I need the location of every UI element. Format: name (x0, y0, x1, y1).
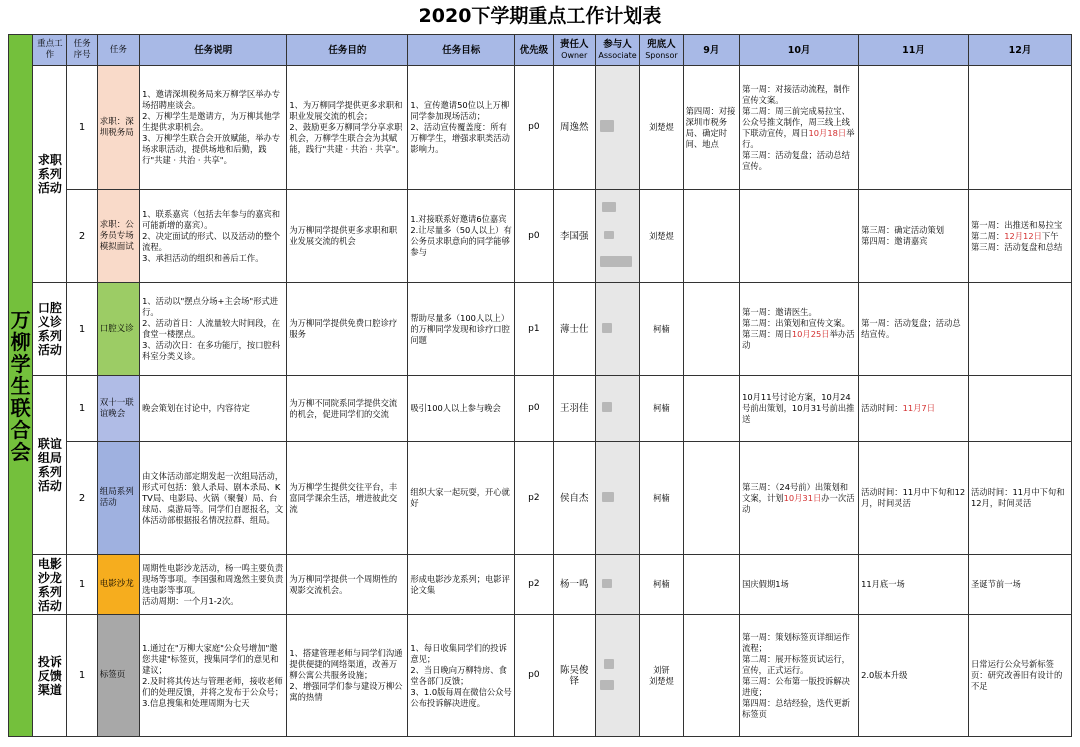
oct-plan (740, 190, 859, 283)
dec-plan: 圣诞节前一场 (969, 555, 1072, 615)
header-sep: 9月 (683, 35, 739, 66)
owner: 李国强 (553, 190, 595, 283)
nov-plan (859, 66, 969, 190)
task-number: 1 (67, 615, 97, 737)
task-goal: 1、宣传邀请50位以上万柳同学参加现场活动； 2、活动宣传覆盖度：所有万柳学生，增强求职类活动影响力。 (408, 66, 515, 190)
oct-plan: 国庆假期1场 (740, 555, 859, 615)
task-goal: 1.对接联系好邀请6位嘉宾 2.让尽量多（50人以上）有公务员求职意向的同学能够参与 (408, 190, 515, 283)
priority: p0 (515, 615, 553, 737)
owner: 杨一鸣 (553, 555, 595, 615)
task-goal: 组织大家一起玩耍，开心就好 (408, 442, 515, 555)
table-row (9, 66, 1072, 190)
sep-plan (683, 190, 739, 283)
table-row (9, 555, 1072, 615)
owner: 王羽佳 (553, 376, 595, 442)
sponsor: 柯楠 (640, 376, 683, 442)
task-name: 标签页 (97, 615, 139, 737)
sponsor: 柯楠 (640, 555, 683, 615)
dec-plan: 日常运行公众号新标签页：研究改善旧有设计的不足 (969, 615, 1072, 737)
oct-plan: 10月11号讨论方案，10月24号前出策划，10月31号前出推送 (740, 376, 859, 442)
header-oct: 10月 (740, 35, 859, 66)
associate-redacted (595, 555, 639, 615)
associate-redacted (595, 442, 639, 555)
task-name: 求职：公务员专场模拟面试 (97, 190, 139, 283)
category-dental: 口腔义诊系列活动 (33, 283, 67, 376)
header-owner: 责任人 Owner (553, 35, 595, 66)
task-name: 组局系列活动 (97, 442, 139, 555)
task-goal: 形成电影沙龙系列；电影评论文集 (408, 555, 515, 615)
task-purpose: 为万柳同学提供更多求职和职业发展交流的机会 (287, 190, 408, 283)
header-associate: 参与人 Associate (595, 35, 639, 66)
task-goal: 1、每日收集同学们的投诉意见； 2、当日晚向万柳特房、食堂各部门反馈； 3、1.0版每周在微信公众号公布投诉解决进度。 (408, 615, 515, 737)
header-task-purpose: 任务目的 (287, 35, 408, 66)
task-description: 周期性电影沙龙活动，杨一鸣主要负责现场等事项。李国强和周逸然主要负责选电影等事项。 活动周期：一个月1-2次。 (140, 555, 287, 615)
task-number: 2 (67, 442, 97, 555)
sponsor: 刘钘 刘楚煜 (640, 615, 683, 737)
task-description: 1.通过在"万柳大家庭"公众号增加"邀您共建"标签页，搜集同学们的意见和建议； 2.及时将其传达与管理老师，接收老师们的处理反馈，并将之发布于公众号； 3.信息搜集和处理周期为七天 (140, 615, 287, 737)
task-number: 1 (67, 283, 97, 376)
priority: p0 (515, 66, 553, 190)
table-row (9, 442, 1072, 555)
nov-plan: 2.0版本升级 (859, 615, 969, 737)
nov-plan: 活动时间：11月中下旬和12月，时间灵活 (859, 442, 969, 555)
header-key-work: 重点工作 (33, 35, 67, 66)
oct-plan: 第一周：对接活动流程，制作宣传文案。 第二周：周三前完成易拉宝、公众号推文制作，周三线上线下联动宣传，周日10月18日举行。 第三周：活动复盘；活动总结宣传。 (740, 66, 859, 190)
header-task-no: 任务序号 (67, 35, 97, 66)
associate-redacted (595, 615, 639, 737)
header-task-desc: 任务说明 (140, 35, 287, 66)
header-task-goal: 任务目标 (408, 35, 515, 66)
task-purpose: 1、为万柳同学提供更多求职和职业发展交流的机会； 2、鼓励更多万柳同学分享求职机会，万柳学生联合会为其赋能，践行"共建 · 共治 · 共享"。 (287, 66, 408, 190)
owner: 周逸然 (553, 66, 595, 190)
sponsor: 柯楠 (640, 283, 683, 376)
oct-plan: 第一周：邀请医生。 第二周：出策划和宣传文案。 第三周：周日10月25日举办活动 (740, 283, 859, 376)
sep-plan (683, 283, 739, 376)
task-description: 由文体活动部定期发起一次组局活动，形式可包括：狼人杀局、剧本杀局、KTV局、电影局、火锅（聚餐）局、台球局、桌游局等。同学们自愿报名，文体活动部根据报名情况拉群、组局。 (140, 442, 287, 555)
nov-plan: 第三周：确定活动策划 第四周：邀请嘉宾 (859, 190, 969, 283)
associate-redacted (595, 190, 639, 283)
priority: p0 (515, 376, 553, 442)
task-description: 晚会策划在讨论中，内容待定 (140, 376, 287, 442)
category-social: 联谊组局系列活动 (33, 376, 67, 555)
priority: p0 (515, 190, 553, 283)
side-label: 万柳学生联合会 (9, 35, 33, 737)
sponsor: 刘楚煜 (640, 66, 683, 190)
owner: 陈吴俊铎 (553, 615, 595, 737)
task-purpose: 为万柳同学提供免费口腔诊疗服务 (287, 283, 408, 376)
task-number: 1 (67, 555, 97, 615)
task-name: 口腔义诊 (97, 283, 139, 376)
task-name: 求职：深圳税务局 (97, 66, 139, 190)
header-task: 任务 (97, 35, 139, 66)
dec-plan: 活动时间：11月中下旬和12月，时间灵活 (969, 442, 1072, 555)
nov-plan: 第一周：活动复盘；活动总结宣传。 (859, 283, 969, 376)
sep-plan (683, 376, 739, 442)
task-description: 1、联系嘉宾（包括去年参与的嘉宾和可能新增的嘉宾）。 2、决定面试的形式、以及活动的整个流程。 3、承担活动的组织和善后工作。 (140, 190, 287, 283)
associate-redacted (595, 283, 639, 376)
page-title: 2020下学期重点工作计划表 (418, 5, 662, 27)
task-name: 电影沙龙 (97, 555, 139, 615)
dec-plan (969, 66, 1072, 190)
associate-redacted (595, 66, 639, 190)
table-row (9, 376, 1072, 442)
sponsor: 柯楠 (640, 442, 683, 555)
priority: p2 (515, 442, 553, 555)
header-priority: 优先级 (515, 35, 553, 66)
sep-plan (683, 555, 739, 615)
task-description: 1、活动以"摆点分场+主会场"形式进行。 2、活动首日：人流量较大时间段，在食堂一楼摆点。 3、活动次日：在多功能厅，按口腔科科室分类义诊。 (140, 283, 287, 376)
sep-plan (683, 615, 739, 737)
header-dec: 12月 (969, 35, 1072, 66)
task-number: 2 (67, 190, 97, 283)
header-row (9, 35, 1072, 66)
category-feedback: 投诉反馈渠道 (33, 615, 67, 737)
task-purpose: 为万柳学生提供交往平台，丰富同学课余生活，增进彼此交流 (287, 442, 408, 555)
nov-plan: 活动时间：11月7日 (859, 376, 969, 442)
table-row (9, 615, 1072, 737)
task-goal: 吸引100人以上参与晚会 (408, 376, 515, 442)
task-name: 双十一联谊晚会 (97, 376, 139, 442)
table-row (9, 190, 1072, 283)
task-purpose: 为万柳同学提供一个周期性的观影交流机会。 (287, 555, 408, 615)
category-film: 电影沙龙系列活动 (33, 555, 67, 615)
task-description: 1、邀请深圳税务局来万柳学区举办专场招聘座谈会。 2、万柳学生是邀请方，为万柳其他学生提供求职机会。 3、万柳学生联合会开放赋能，举办专场求职活动，提供场地和后勤，践行"共建 · 共治 · 共享"。 (140, 66, 287, 190)
work-plan-table (8, 34, 1072, 737)
task-number: 1 (67, 376, 97, 442)
dec-plan: 第一周：出推送和易拉宝 第二周：12月12日下午 第三周：活动复盘和总结 (969, 190, 1072, 283)
dec-plan (969, 283, 1072, 376)
nov-plan: 11月底一场 (859, 555, 969, 615)
task-number: 1 (67, 66, 97, 190)
oct-plan: 第三周：（24号前）出策划和文案，计划10月31日办一次活动 (740, 442, 859, 555)
dec-plan (969, 376, 1072, 442)
header-nov: 11月 (859, 35, 969, 66)
sep-plan (683, 442, 739, 555)
sep-plan: 第四周：对接深圳市税务局、确定时间、地点 (683, 66, 739, 190)
category-job: 求职系列活动 (33, 66, 67, 283)
owner: 侯自杰 (553, 442, 595, 555)
header-sponsor: 兜底人 Sponsor (640, 35, 683, 66)
sponsor: 刘楚煜 (640, 190, 683, 283)
task-purpose: 为万柳不同院系同学提供交流的机会，促进同学们的交流 (287, 376, 408, 442)
associate-redacted (595, 376, 639, 442)
priority: p1 (515, 283, 553, 376)
task-purpose: 1、搭建管理老师与同学们沟通提供便捷的网络渠道，改善万柳公寓公共服务设施； 2、增强同学们参与建设万柳公寓的热情 (287, 615, 408, 737)
oct-plan: 第一周：策划标签页详细运作流程； 第二周：展开标签页试运行，宣传，正式运行。 第三周：公布第一版投诉解决进度； 第四周：总结经验，迭代更新标签页 (740, 615, 859, 737)
table-row (9, 283, 1072, 376)
priority: p2 (515, 555, 553, 615)
owner: 薄士仕 (553, 283, 595, 376)
task-goal: 帮助尽量多（100人以上）的万柳同学发现和诊疗口腔问题 (408, 283, 515, 376)
